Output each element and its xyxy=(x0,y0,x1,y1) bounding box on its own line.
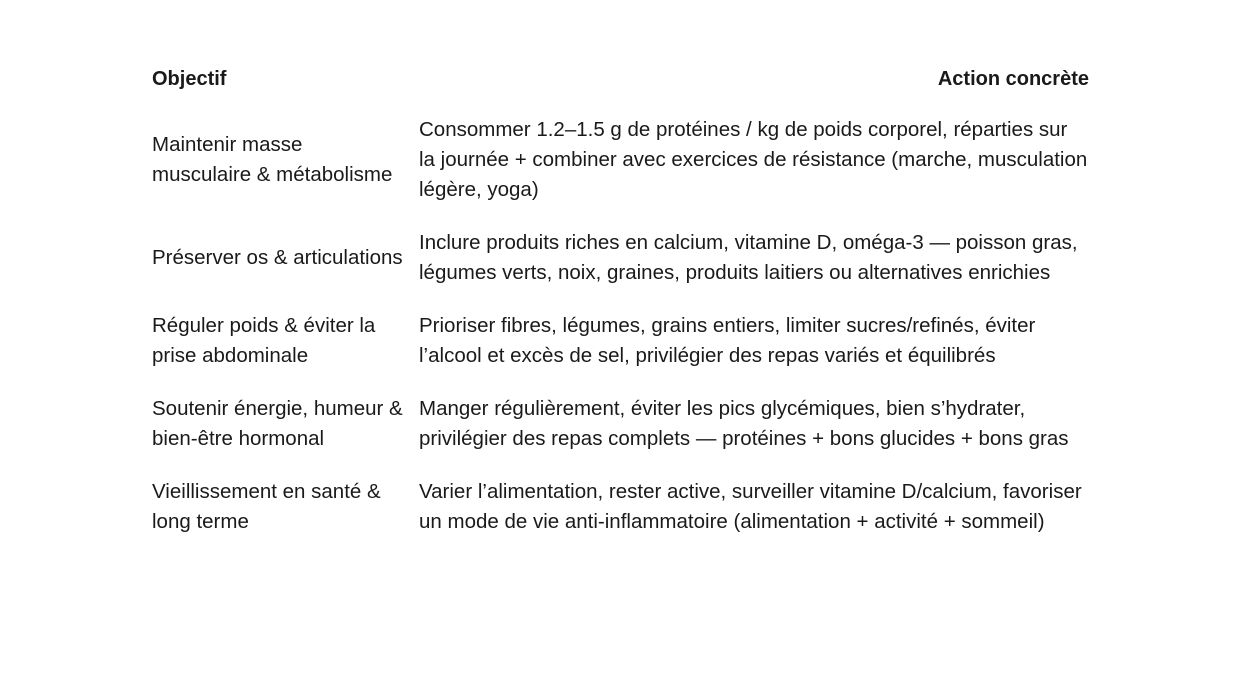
action-cell: Inclure produits riches en calcium, vitamine D, oméga-3 — poisson gras, légumes verts, noix, graines, produits laitiers ou alternatives enrichies xyxy=(419,231,1078,284)
objective-cell: Vieillissement en santé & long terme xyxy=(152,480,381,533)
table-row xyxy=(152,311,1089,394)
nutrition-table-container xyxy=(152,62,1089,537)
action-cell: Consommer 1.2–1.5 g de protéines / kg de poids corporel, réparties sur la journée + combiner avec exercices de résistance (marche, musculation légère, yoga) xyxy=(419,118,1088,201)
table-row xyxy=(152,394,1089,477)
objective-cell: Maintenir masse musculaire & métabolisme xyxy=(152,133,393,186)
nutrition-table xyxy=(152,62,1089,537)
objective-cell: Soutenir énergie, humeur & bien-être hormonal xyxy=(152,397,403,450)
table-header-row xyxy=(152,62,1089,115)
header-action: Action concrète xyxy=(937,68,1089,90)
objective-cell: Préserver os & articulations xyxy=(152,246,403,269)
header-objective: Objectif xyxy=(152,68,227,90)
action-cell: Varier l’alimentation, rester active, surveiller vitamine D/calcium, favoriser un mode de vie anti-inflammatoire (alimentation + activité + sommeil) xyxy=(419,480,1082,533)
table-row xyxy=(152,228,1089,311)
objective-cell: Réguler poids & éviter la prise abdominale xyxy=(152,314,376,367)
table-row xyxy=(152,477,1089,537)
table-row xyxy=(152,115,1089,228)
action-cell: Manger régulièrement, éviter les pics glycémiques, bien s’hydrater, privilégier des repas complets — protéines + bons glucides + bons gras xyxy=(419,397,1069,450)
action-cell: Prioriser fibres, légumes, grains entiers, limiter sucres/refinés, éviter l’alcool et excès de sel, privilégier des repas variés et équilibrés xyxy=(419,314,1036,367)
